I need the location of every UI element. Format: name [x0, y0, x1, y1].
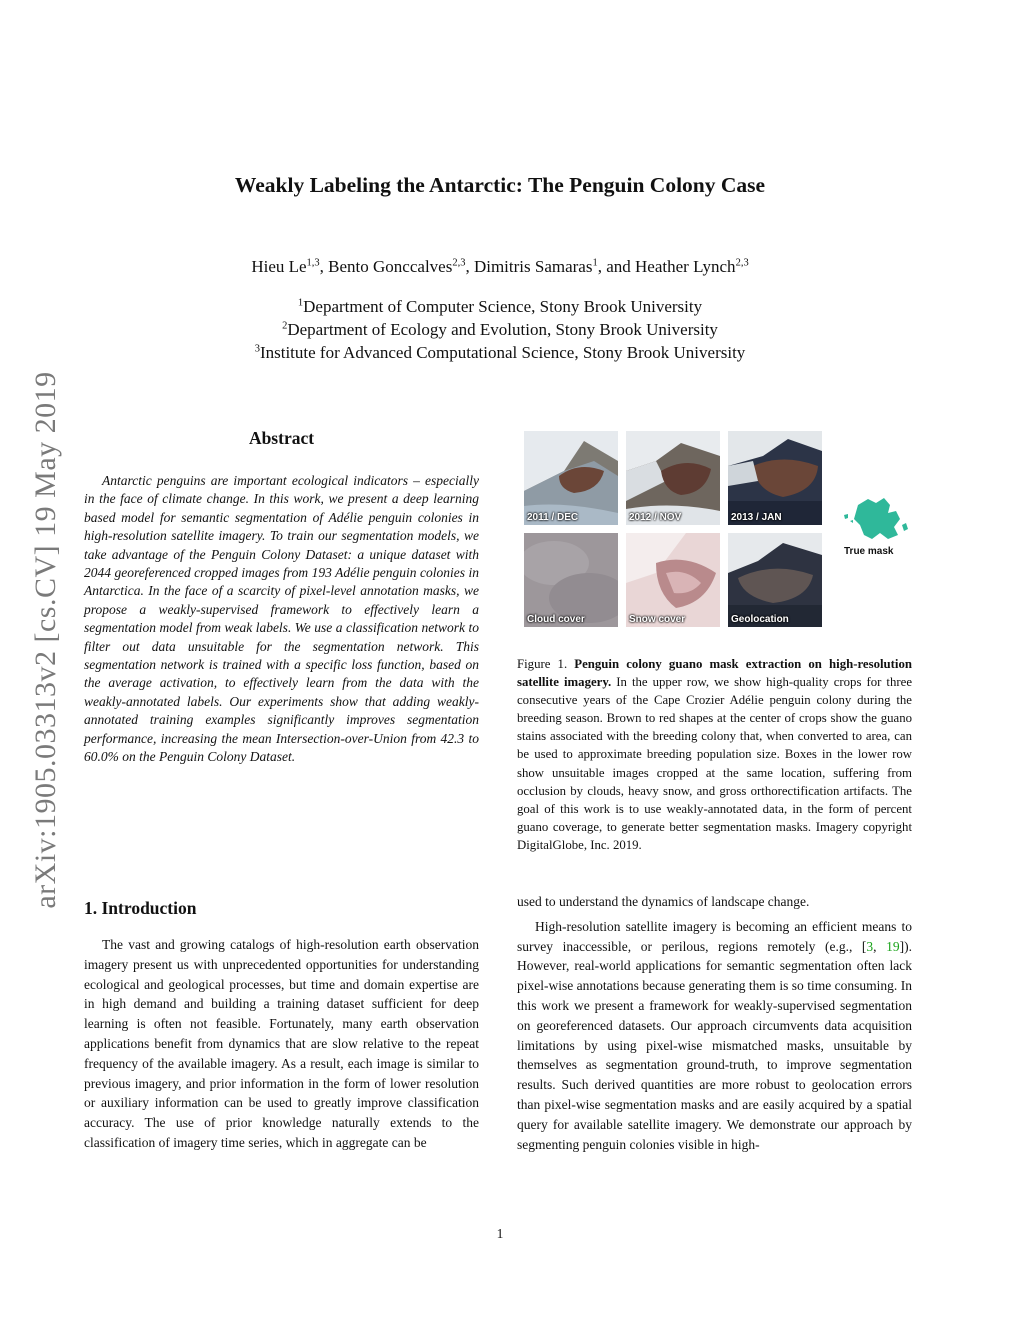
abstract-body: Antarctic penguins are important ecological indicators – especially in the face of climate change. In this work, we present a deep learning based model for semantic segmentation of Adélie penguin colonies in high-resolution satellite imagery. To train our segmentation models, we take advantage of the Penguin Colony Dataset: a unique dataset with 2044 georeferenced cropped images from 193 Adélie penguin colonies in Antarctica. In the face of a scarcity of pixel-level annotation masks, we propose a weakly-supervised framework to effectively learn a segmentation model from weak labels. We use a classification network to filter out data unsuitable for the segmentation network. This segmentation network is trained with a specific loss function, based on the average activation, to effectively learn from the data with the weakly-annotated labels. Our experiments show that adding weakly-annotated training examples significantly improves segmentation performance, increasing the mean Intersection-over-Union from 42.3 to 60.0% on the Penguin Colony Dataset. — [84, 473, 479, 765]
figure-panel-geolocation — [728, 533, 822, 627]
caption-prefix: Figure 1. — [517, 657, 575, 671]
abstract-heading: Abstract — [248, 428, 315, 448]
panel-label: Cloud cover — [527, 614, 585, 625]
author-list — [0, 257, 1000, 277]
satellite-image — [626, 431, 720, 525]
arxiv-sidebar — [26, 330, 66, 950]
author-affil-mark: 1,3 — [306, 257, 320, 269]
author-separator: , — [465, 257, 474, 276]
figure-1 — [524, 431, 914, 631]
author-name: Dimitris Samaras — [473, 257, 593, 276]
panel-label: 2013 / JAN — [731, 512, 782, 523]
paper-title: Weakly Labeling the Antarctic: The Penguin Colony Case — [234, 173, 766, 197]
figure-panel-cloud-cover — [524, 533, 618, 627]
author-affil-mark: 2,3 — [452, 257, 466, 269]
figure-panel-2012-nov — [626, 431, 720, 525]
affil-mark: 3 — [254, 343, 260, 355]
satellite-image — [728, 533, 822, 627]
paragraph — [517, 917, 912, 1155]
true-mask-label: True mask — [844, 546, 894, 557]
author-affil-mark: 1 — [592, 257, 598, 269]
citation-separator: , — [873, 938, 887, 954]
affiliation-1 — [0, 297, 1000, 317]
figure-panel-2013-jan — [728, 431, 822, 525]
affiliation-3 — [0, 343, 1000, 363]
author-separator: , and — [597, 257, 636, 276]
affil-mark: 1 — [297, 297, 304, 309]
affil-mark: 2 — [282, 320, 288, 332]
true-mask-image — [840, 495, 912, 543]
affil-text: Institute for Advanced Computational Science, Stony Brook University — [259, 343, 746, 362]
satellite-image — [626, 533, 720, 627]
figure-1-caption — [517, 655, 912, 854]
paragraph: used to understand the dynamics of landscape change. — [517, 894, 810, 909]
affil-text: Department of Computer Science, Stony Brook University — [303, 297, 703, 316]
paragraph-text: ]). However, real-world applications for semantic segmentation often lack pixel-wise annotations because generating them is so time consuming. In this work we present a framework for weakly-supervised segmentation on georeferenced datasets. Our approach circumvents data acquisition limitations by using pixel-wise mismatched masks, unsuitable by themselves as segmentation ground-truth, to improve segmentation results. Such derived quantities are more robust to geolocation errors than pixel-wise segmentation masks and are easily acquired by a spatial query for available satellite imagery. We demonstrate our approach by segmenting penguin colonies visible in high- — [517, 938, 913, 1152]
author-name: Heather Lynch — [635, 257, 736, 276]
author-affil-mark: 2,3 — [735, 257, 749, 269]
panel-label: Snow cover — [629, 614, 686, 625]
citation-link[interactable]: 19 — [886, 938, 900, 954]
caption-title: Penguin colony guano mask extraction on high-resolution satellite imagery. — [517, 657, 912, 690]
panel-label: 2012 / NOV — [629, 512, 682, 523]
satellite-image — [524, 533, 618, 627]
panel-label: 2011 / DEC — [527, 512, 579, 523]
panel-label: Geolocation — [731, 614, 789, 625]
affil-text: Department of Ecology and Evolution, Stony Brook University — [287, 320, 718, 339]
paragraph-text: High-resolution satellite imagery is becoming an efficient means to survey inaccessible, or perilous, regions remotely (e.g., [ — [517, 918, 912, 954]
right-column-body — [517, 892, 912, 1154]
satellite-image — [728, 431, 822, 525]
section-heading-introduction: 1. Introduction — [84, 898, 197, 918]
figure-panel-2011-dec — [524, 431, 618, 525]
author-name: Bento Gonccalves — [328, 257, 453, 276]
introduction-body: The vast and growing catalogs of high-resolution earth observation imagery present us with unprecedented opportunities for understanding ecological and geological processes, but time and domain expertise are in high demand and building a training dataset sufficient for deep learning is often not feasible. Fortunately, many earth observation applications benefit from dynamics that are slow relative to the repeat frequency of the available imagery. As a result, each image is similar to previous imagery, and prior information in the form of lower resolution or auxiliary information can be used to greatly improve classification accuracy. The use of prior knowledge naturally extends to the classification of imagery time series, which in aggregate can be — [84, 937, 479, 1150]
arxiv-identifier: arXiv:1905.03313v2 [cs.CV] 19 May 2019 — [29, 371, 62, 909]
figure-panel-snow-cover — [626, 533, 720, 627]
page-number: 1 — [496, 1226, 504, 1241]
caption-body: In the upper row, we show high-quality crops for three consecutive years of the Cape Crozier Adélie penguin colony during the breeding season. Brown to red shapes at the center of crops show the guano stains associated with the breeding colony that, when converted to area, can be used to approximate breeding population size. Boxes in the lower row show unsuitable images cropped at the same location, suffering from occlusion by clouds, heavy snow, and gross orthorectification artifacts. The goal of this work is to use weakly-annotated data, in the form of percent guano coverage, to generate better segmentation masks. Imagery copyright DigitalGlobe, Inc. 2019. — [517, 675, 913, 852]
author-separator: , — [319, 257, 329, 276]
author-name: Hieu Le — [251, 257, 307, 276]
citation-link[interactable]: 3 — [866, 938, 874, 954]
satellite-image — [524, 431, 618, 525]
affiliation-2 — [0, 320, 1000, 340]
